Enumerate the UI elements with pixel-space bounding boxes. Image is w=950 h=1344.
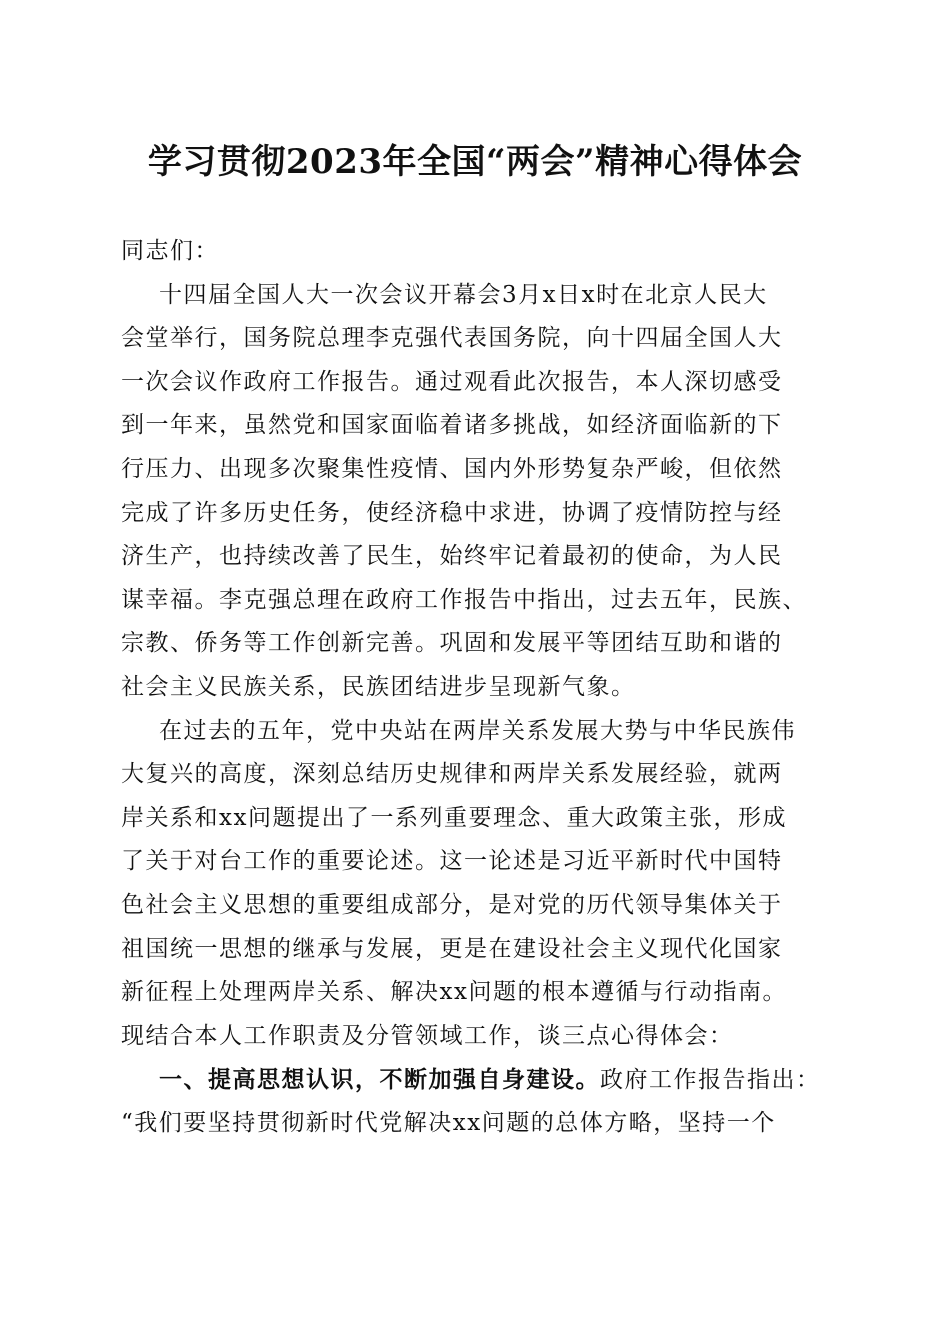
- document-body: [121, 230, 841, 1145]
- document-title: 学习贯彻2023年全国“两会”精神心得体会: [147, 142, 803, 182]
- paragraph-line: 行压力、出现多次聚集性疫情、国内外形势复杂严峻，但依然: [121, 455, 783, 482]
- paragraph-line: 十四届全国人大一次会议开幕会3月x日x时在北京人民大: [159, 281, 768, 308]
- paragraph-line: 在过去的五年，党中央站在两岸关系发展大势与中华民族伟: [159, 717, 796, 744]
- section-1-text: 政府工作报告指出：: [600, 1067, 821, 1094]
- paragraph-line: 岸关系和xx问题提出了一系列重要理念、重大政策主张，形成: [121, 804, 787, 831]
- paragraph-line: 谋幸福。李克强总理在政府工作报告中指出，过去五年，民族、: [121, 586, 807, 613]
- paragraph-line: 济生产，也持续改善了民生，始终牢记着最初的使命，为人民: [121, 543, 783, 570]
- paragraph-line: 到一年来，虽然党和国家面临着诸多挑战，如经济面临新的下: [121, 412, 783, 439]
- salutation: 同志们：: [121, 238, 219, 264]
- paragraph-line: “我们要坚持贯彻新时代党解决xx问题的总体方略，坚持一个: [121, 1109, 776, 1136]
- section-1-heading: 一、提高思想认识，不断加强自身建设。: [159, 1066, 600, 1094]
- paragraph-line: 社会主义民族关系，民族团结进步呈现新气象。: [121, 673, 636, 700]
- paragraph-line: 现结合本人工作职责及分管领域工作，谈三点心得体会：: [121, 1022, 734, 1049]
- paragraph-line: 了关于对台工作的重要论述。这一论述是习近平新时代中国特: [121, 848, 783, 875]
- paragraph-line: 新征程上处理两岸关系、解决xx问题的根本遵循与行动指南。: [121, 979, 787, 1006]
- paragraph-line: 完成了许多历史任务，使经济稳中求进，协调了疫情防控与经: [121, 499, 783, 526]
- paragraph-line: 祖国统一思想的继承与发展，更是在建设社会主义现代化国家: [121, 935, 783, 962]
- paragraph-line: 一次会议作政府工作报告。通过观看此次报告，本人深切感受: [121, 368, 783, 395]
- paragraph-line: 色社会主义思想的重要组成部分，是对党的历代领导集体关于: [121, 891, 783, 918]
- paragraph-line: 会堂举行，国务院总理李克强代表国务院，向十四届全国人大: [121, 325, 783, 352]
- section-1-first-line: [121, 1058, 841, 1102]
- paragraph-line: 大复兴的高度，深刻总结历史规律和两岸关系发展经验，就两: [121, 761, 783, 788]
- paragraph-line: 宗教、侨务等工作创新完善。巩固和发展平等团结互助和谐的: [121, 630, 783, 657]
